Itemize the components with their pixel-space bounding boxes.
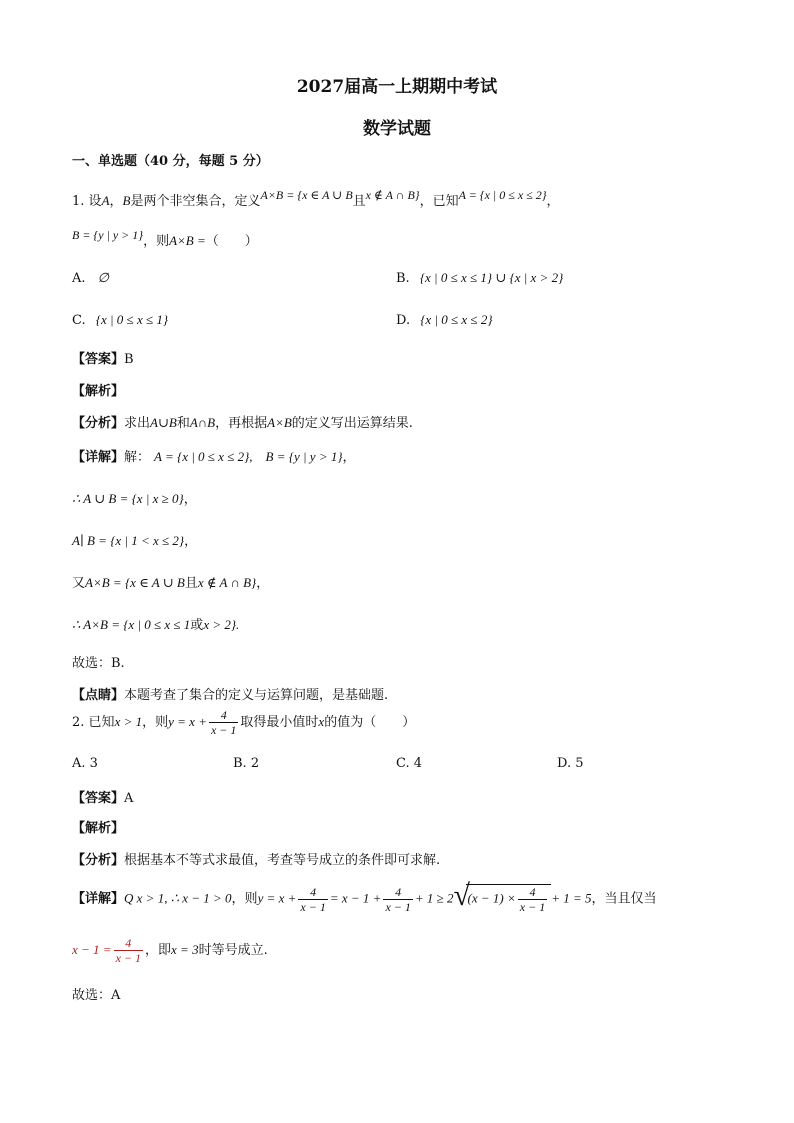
q1-set-b: B (122, 193, 131, 208)
q1-definition-rhs: x ∉ A ∩ B} (365, 188, 420, 202)
q1-option-b (396, 270, 563, 286)
q1-stem-line2 (72, 230, 258, 249)
q2-text: 的值为（ ） (324, 715, 416, 730)
fraction-numerator: 4 (395, 884, 402, 899)
square-root (453, 879, 552, 914)
solution-math: x ∉ A ∩ B} (197, 575, 257, 590)
fenxi-text: ，再根据 (215, 416, 268, 431)
xiangjie-text: ，则 (231, 891, 258, 907)
option-label: A. (72, 271, 86, 286)
solution-math: x > 2}. (203, 617, 240, 632)
q2-expression: y = x + (168, 714, 207, 729)
q1-xiangjie-line1 (72, 446, 356, 465)
xiangjie-tag: 【详解】 (72, 891, 125, 907)
solution-math: ∴ A ∪ B = {x | x ≥ 0} (72, 491, 184, 506)
radical-sign: √ (453, 879, 471, 912)
q2-option-b: B. 2 (233, 756, 260, 771)
option-value: {x | 0 ≤ x ≤ 1} ∪ {x | x > 2} (419, 270, 564, 285)
q1-paren: （ ） (205, 234, 258, 249)
q1-choose: 故选：B. (72, 656, 125, 671)
option-value: {x | 0 ≤ x ≤ 2} (420, 312, 493, 327)
q1-ask-expr: A×B = (169, 233, 206, 248)
option-value: {x | 0 ≤ x ≤ 1} (95, 312, 169, 327)
q1-text: 设 (88, 194, 102, 209)
radicand (466, 884, 552, 914)
q1-definition-lhs: A×B = {x ∈ A ∪ B (260, 188, 353, 202)
dianjing-tag: 【点睛】 (72, 688, 125, 703)
q2-text: ，则 (142, 715, 169, 730)
q1-text: ，则 (143, 234, 170, 249)
answer-value: B (124, 352, 134, 367)
q1-set-b-def: B = {y | y > 1} (72, 228, 144, 242)
dianjing-text: 本题考查了集合的定义与运算问题，是基础题. (124, 688, 389, 703)
q1-solution-line4 (72, 572, 269, 591)
xiangjie-math: + 1 ≥ 2 (414, 890, 454, 906)
q2-xiangjie (72, 879, 657, 914)
q2-number: 2. (72, 715, 85, 730)
equality-text: 时等号成立. (198, 943, 268, 958)
q1-text: 是两个非空集合，定义 (130, 194, 261, 209)
q2-fraction (209, 708, 238, 737)
exam-subtitle: 数学试题 (363, 119, 431, 139)
fraction-denominator: x − 1 (210, 723, 237, 737)
q1-comma: ， (546, 194, 560, 209)
solution-text: 又 (72, 576, 86, 591)
q2-variable: x (318, 714, 325, 729)
answer-value: A (124, 791, 134, 806)
solution-math: A∣ B = {x | 1 < x ≤ 2} (72, 533, 185, 548)
radicand-text: (x − 1) × (467, 890, 516, 906)
fenxi-text: 根据基本不等式求最值，考查等号成立的条件即可求解. (124, 853, 441, 868)
equality-text: ，即 (145, 943, 172, 958)
fenxi-intersection: A∩B (189, 415, 216, 430)
q1-set-a: A (101, 193, 110, 208)
q2-answer (72, 787, 133, 806)
xiangjie-text: 解： (124, 450, 151, 465)
q2-fenxi (72, 849, 440, 868)
q1-sep: ， (109, 194, 123, 209)
q1-option-d (396, 312, 493, 328)
fraction-denominator: x − 1 (300, 899, 326, 914)
q1-text: ，已知 (419, 194, 459, 209)
q1-option-a (72, 270, 109, 286)
option-value: ∅ (97, 270, 109, 285)
q2-analysis-tag: 【解析】 (72, 821, 125, 836)
xiangjie-math: y = x + (257, 890, 297, 906)
solution-text: ， (183, 492, 197, 507)
q1-answer (72, 348, 134, 367)
solution-text: ， (256, 576, 270, 591)
xiangjie-math: A = {x | 0 ≤ x ≤ 2}, B = {y | y > 1} (154, 449, 343, 464)
fenxi-text: 和 (176, 416, 190, 431)
q2-condition: x > 1 (114, 714, 143, 729)
solution-text: ， (184, 534, 198, 549)
fraction-denominator: x − 1 (385, 899, 411, 914)
fenxi-tag: 【分析】 (72, 416, 125, 431)
answer-tag: 【答案】 (72, 352, 125, 367)
solution-text: 或 (190, 618, 204, 633)
q1-fenxi (72, 412, 413, 431)
fraction-numerator: 4 (310, 884, 317, 899)
fenxi-union: A∪B (150, 415, 177, 430)
equality-value: x = 3 (171, 942, 199, 957)
q1-dianjing (72, 684, 388, 703)
fenxi-text: 求出 (124, 416, 151, 431)
option-label: B. (396, 271, 410, 286)
fraction-numerator: 4 (529, 885, 536, 899)
q2-option-a: A. 3 (72, 756, 98, 771)
equality-lhs: x − 1 = (72, 942, 112, 957)
fraction-denominator: x − 1 (115, 951, 142, 965)
q2-stem (72, 708, 415, 737)
fenxi-text: 的定义写出运算结果. (291, 416, 413, 431)
section-heading: 一、单选题（40 分，每题 5 分） (72, 154, 269, 169)
q1-option-c (72, 312, 168, 328)
solution-math: ∴ A×B = {x | 0 ≤ x ≤ 1 (72, 617, 191, 632)
fraction-numerator: 4 (125, 936, 132, 950)
solution-math: A×B = {x ∈ A ∪ B (85, 575, 185, 590)
fenxi-product: A×B (267, 415, 292, 430)
q2-equality-condition (72, 936, 268, 965)
xiangjie-math: = x − 1 + (329, 890, 382, 906)
xiangjie-math: + 1 = 5 (551, 890, 592, 906)
xiangjie-tag: 【详解】 (72, 450, 125, 465)
solution-text: 且 (184, 576, 198, 591)
q1-definition-qie: 且 (352, 194, 366, 209)
fenxi-tag: 【分析】 (72, 853, 125, 868)
q1-number: 1. (72, 194, 85, 209)
xiangjie-text: ， (342, 450, 356, 465)
q2-choose: 故选：A (72, 988, 121, 1003)
radicand-fraction (518, 885, 547, 914)
xiangjie-fraction (298, 885, 327, 914)
q1-solution-line2 (72, 488, 197, 507)
fraction-denominator: x − 1 (519, 900, 546, 914)
q2-option-d: D. 5 (557, 756, 584, 771)
xiangjie-fraction (383, 885, 412, 914)
q1-analysis-tag: 【解析】 (72, 384, 125, 399)
q1-set-a-def: A = {x | 0 ≤ x ≤ 2} (458, 188, 547, 202)
q2-text: 已知 (88, 715, 115, 730)
xiangjie-text: ，当且仅当 (591, 891, 657, 907)
option-label: C. (72, 313, 86, 328)
q1-solution-line3 (72, 530, 197, 549)
fraction-numerator: 4 (220, 708, 227, 722)
exam-title: 2027届高一上期期中考试 (296, 77, 498, 97)
q1-stem-line1 (72, 190, 560, 209)
answer-tag: 【答案】 (72, 791, 125, 806)
option-label: D. (396, 313, 411, 328)
xiangjie-math: Q x > 1, ∴ x − 1 > 0 (124, 890, 232, 906)
q1-solution-line5 (72, 614, 239, 633)
q2-option-c: C. 4 (396, 756, 423, 771)
q2-text: 取得最小值时 (240, 715, 319, 730)
equality-fraction (114, 936, 143, 965)
